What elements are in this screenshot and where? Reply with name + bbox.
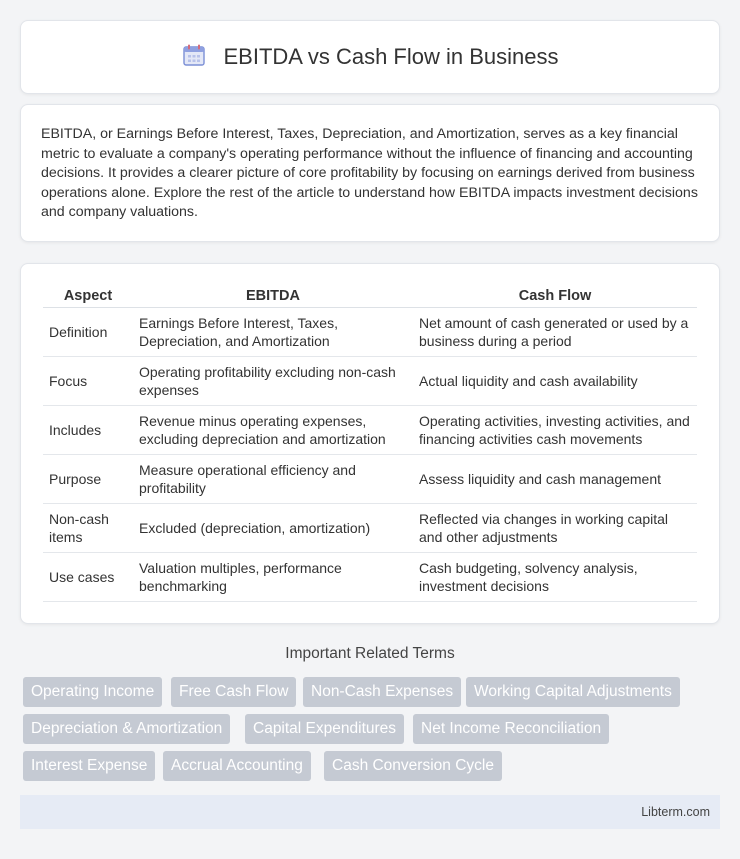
- header-aspect: Aspect: [43, 284, 133, 308]
- cell-cash-flow: Reflected via changes in working capital and other adjustments: [413, 504, 697, 553]
- calendar-icon: [181, 42, 207, 73]
- cell-cash-flow: Net amount of cash generated or used by a business during a period: [413, 308, 697, 357]
- table-row: [43, 357, 697, 406]
- tag-free-cash-flow[interactable]: Free Cash Flow: [171, 677, 296, 707]
- header-cash-flow: Cash Flow: [413, 284, 697, 308]
- tag-non-cash-expenses[interactable]: Non-Cash Expenses: [303, 677, 461, 707]
- cell-ebitda: Revenue minus operating expenses, excluding depreciation and amortization: [133, 406, 413, 455]
- footer: [20, 795, 720, 829]
- cell-ebitda: Earnings Before Interest, Taxes, Depreciation, and Amortization: [133, 308, 413, 357]
- cell-ebitda: Excluded (depreciation, amortization): [133, 504, 413, 553]
- tag-working-capital-adjustments[interactable]: Working Capital Adjustments: [466, 677, 680, 707]
- comparison-table-card: [20, 263, 720, 624]
- table-row: [43, 308, 697, 357]
- table-row: [43, 504, 697, 553]
- table-header-row: [43, 284, 697, 308]
- tag-cash-conversion-cycle[interactable]: Cash Conversion Cycle: [324, 751, 502, 781]
- cell-ebitda: Valuation multiples, performance benchmarking: [133, 553, 413, 602]
- comparison-table: [43, 284, 697, 602]
- tag-interest-expense[interactable]: Interest Expense: [23, 751, 155, 781]
- cell-aspect: Purpose: [43, 455, 133, 504]
- tag-operating-income[interactable]: Operating Income: [23, 677, 162, 707]
- tag-net-income-reconciliation[interactable]: Net Income Reconciliation: [413, 714, 609, 744]
- related-terms-title: Important Related Terms: [285, 645, 455, 662]
- header-card: [20, 20, 720, 94]
- tag-depreciation-amortization[interactable]: Depreciation & Amortization: [23, 714, 230, 744]
- cell-ebitda: Operating profitability excluding non-cash expenses: [133, 357, 413, 406]
- cell-aspect: Includes: [43, 406, 133, 455]
- cell-cash-flow: Assess liquidity and cash management: [413, 455, 697, 504]
- intro-card: [20, 104, 720, 242]
- cell-ebitda: Measure operational efficiency and profitability: [133, 455, 413, 504]
- table-row: [43, 553, 697, 602]
- cell-aspect: Definition: [43, 308, 133, 357]
- header-ebitda: EBITDA: [133, 284, 413, 308]
- cell-aspect: Non-cash items: [43, 504, 133, 553]
- cell-aspect: Focus: [43, 357, 133, 406]
- intro-text: EBITDA, or Earnings Before Interest, Taxes, Depreciation, and Amortization, serves as a key financial metric to evaluate a company's operating performance without the influence of financing and accounting decisions. It provides a clearer picture of core profitability by focusing on earnings derived from business operations alone. Explore the rest of the article to understand how EBITDA impacts investment decisions and company valuations.: [41, 126, 698, 221]
- table-row: [43, 455, 697, 504]
- tag-capital-expenditures[interactable]: Capital Expenditures: [245, 714, 404, 744]
- cell-cash-flow: Actual liquidity and cash availability: [413, 357, 697, 406]
- cell-cash-flow: Operating activities, investing activities, and financing activities cash movements: [413, 406, 697, 455]
- table-row: [43, 406, 697, 455]
- cell-aspect: Use cases: [43, 553, 133, 602]
- tag-accrual-accounting[interactable]: Accrual Accounting: [163, 751, 311, 781]
- footer-site-link[interactable]: Libterm.com: [641, 805, 710, 819]
- page-title: EBITDA vs Cash Flow in Business: [223, 44, 559, 69]
- cell-cash-flow: Cash budgeting, solvency analysis, investment decisions: [413, 553, 697, 602]
